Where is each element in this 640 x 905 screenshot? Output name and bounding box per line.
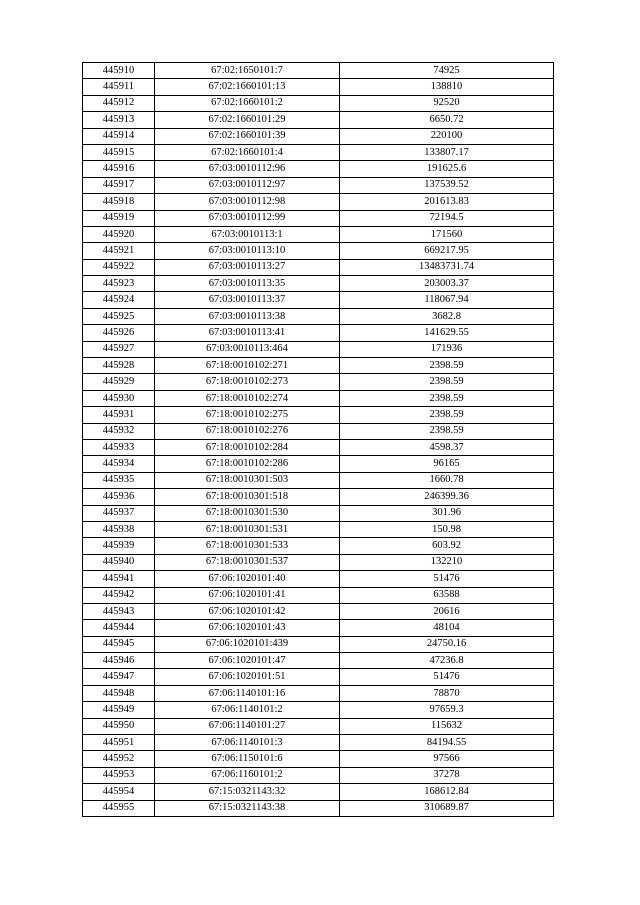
cadastral-number-cell: 67:06:1020101:40 [155,571,340,587]
row-number-cell: 445951 [83,735,155,751]
cadastral-number-cell: 67:18:0010301:537 [155,554,340,570]
cadastral-number-cell: 67:03:0010113:38 [155,308,340,324]
cadastral-number-cell: 67:02:1660101:13 [155,79,340,95]
value-cell: 138810 [340,79,554,95]
cadastral-number-cell: 67:03:0010112:99 [155,210,340,226]
row-number-cell: 445924 [83,292,155,308]
row-number-cell: 445955 [83,800,155,816]
table-row [83,358,554,374]
value-cell: 310689.87 [340,800,554,816]
table-row [83,177,554,193]
table-row [83,259,554,275]
row-number-cell: 445918 [83,194,155,210]
row-number-cell: 445942 [83,587,155,603]
cadastral-number-cell: 67:18:0010301:531 [155,521,340,537]
table-row [83,276,554,292]
value-cell: 1660.78 [340,472,554,488]
table-row [83,767,554,783]
table-row [83,456,554,472]
row-number-cell: 445943 [83,603,155,619]
row-number-cell: 445913 [83,112,155,128]
value-cell: 6650.72 [340,112,554,128]
cadastral-number-cell: 67:18:0010102:271 [155,358,340,374]
cadastral-number-cell: 67:03:0010113:1 [155,226,340,242]
cadastral-number-cell: 67:18:0010102:275 [155,407,340,423]
cadastral-number-cell: 67:03:0010113:35 [155,276,340,292]
cadastral-number-cell: 67:03:0010112:96 [155,161,340,177]
value-cell: 2398.59 [340,423,554,439]
cadastral-number-cell: 67:03:0010113:27 [155,259,340,275]
cadastral-number-cell: 67:06:1020101:43 [155,620,340,636]
row-number-cell: 445919 [83,210,155,226]
table-row [83,226,554,242]
table-row [83,325,554,341]
table-row [83,292,554,308]
row-number-cell: 445938 [83,521,155,537]
value-cell: 97659.3 [340,702,554,718]
cadastral-number-cell: 67:06:1160101:2 [155,767,340,783]
value-cell: 118067.94 [340,292,554,308]
table-row [83,751,554,767]
table-row [83,210,554,226]
table-row [83,63,554,79]
cadastral-number-cell: 67:06:1020101:439 [155,636,340,652]
value-cell: 2398.59 [340,407,554,423]
value-cell: 13483731.74 [340,259,554,275]
table-body [83,63,554,817]
row-number-cell: 445953 [83,767,155,783]
value-cell: 47236.8 [340,653,554,669]
value-cell: 669217.95 [340,243,554,259]
table-row [83,521,554,537]
table-row [83,472,554,488]
value-cell: 115632 [340,718,554,734]
value-cell: 78870 [340,685,554,701]
row-number-cell: 445933 [83,439,155,455]
table-row [83,341,554,357]
value-cell: 137539.52 [340,177,554,193]
value-cell: 84194.55 [340,735,554,751]
value-cell: 220100 [340,128,554,144]
cadastral-number-cell: 67:06:1020101:47 [155,653,340,669]
cadastral-number-cell: 67:18:0010102:284 [155,439,340,455]
cadastral-number-cell: 67:18:0010301:530 [155,505,340,521]
table-row [83,374,554,390]
table-row [83,538,554,554]
value-cell: 133807.17 [340,144,554,160]
value-cell: 246399.36 [340,489,554,505]
row-number-cell: 445941 [83,571,155,587]
table-row [83,718,554,734]
cadastral-number-cell: 67:18:0010102:274 [155,390,340,406]
table-row [83,571,554,587]
row-number-cell: 445927 [83,341,155,357]
cadastral-number-cell: 67:06:1140101:27 [155,718,340,734]
cadastral-value-table [82,62,554,817]
row-number-cell: 445925 [83,308,155,324]
cadastral-number-cell: 67:18:0010102:276 [155,423,340,439]
row-number-cell: 445930 [83,390,155,406]
table-row [83,603,554,619]
table-row [83,554,554,570]
row-number-cell: 445946 [83,653,155,669]
table-row [83,407,554,423]
value-cell: 37278 [340,767,554,783]
cadastral-number-cell: 67:18:0010301:533 [155,538,340,554]
table-row [83,685,554,701]
row-number-cell: 445911 [83,79,155,95]
row-number-cell: 445920 [83,226,155,242]
row-number-cell: 445937 [83,505,155,521]
table-row [83,669,554,685]
table-row [83,636,554,652]
cadastral-number-cell: 67:06:1020101:41 [155,587,340,603]
value-cell: 74925 [340,63,554,79]
value-cell: 2398.59 [340,374,554,390]
value-cell: 51476 [340,669,554,685]
row-number-cell: 445936 [83,489,155,505]
value-cell: 301.96 [340,505,554,521]
value-cell: 171936 [340,341,554,357]
value-cell: 168612.84 [340,784,554,800]
table-row [83,620,554,636]
table-row [83,243,554,259]
row-number-cell: 445931 [83,407,155,423]
row-number-cell: 445952 [83,751,155,767]
row-number-cell: 445954 [83,784,155,800]
row-number-cell: 445917 [83,177,155,193]
cadastral-number-cell: 67:02:1650101:7 [155,63,340,79]
value-cell: 141629.55 [340,325,554,341]
value-cell: 132210 [340,554,554,570]
table-row [83,702,554,718]
table-row [83,784,554,800]
cadastral-number-cell: 67:03:0010113:464 [155,341,340,357]
value-cell: 97566 [340,751,554,767]
table-row [83,79,554,95]
value-cell: 150.98 [340,521,554,537]
value-cell: 92520 [340,95,554,111]
row-number-cell: 445932 [83,423,155,439]
value-cell: 171560 [340,226,554,242]
cadastral-number-cell: 67:02:1660101:29 [155,112,340,128]
cadastral-number-cell: 67:06:1140101:16 [155,685,340,701]
cadastral-number-cell: 67:02:1660101:2 [155,95,340,111]
row-number-cell: 445948 [83,685,155,701]
value-cell: 48104 [340,620,554,636]
table-row [83,587,554,603]
value-cell: 2398.59 [340,358,554,374]
value-cell: 51476 [340,571,554,587]
table-row [83,800,554,816]
row-number-cell: 445934 [83,456,155,472]
cadastral-number-cell: 67:06:1150101:6 [155,751,340,767]
value-cell: 203003.37 [340,276,554,292]
table-row [83,308,554,324]
table-row [83,144,554,160]
cadastral-number-cell: 67:18:0010301:503 [155,472,340,488]
row-number-cell: 445935 [83,472,155,488]
value-cell: 72194.5 [340,210,554,226]
row-number-cell: 445939 [83,538,155,554]
value-cell: 603.92 [340,538,554,554]
cadastral-number-cell: 67:18:0010102:273 [155,374,340,390]
row-number-cell: 445921 [83,243,155,259]
table-row [83,489,554,505]
row-number-cell: 445923 [83,276,155,292]
value-cell: 4598.37 [340,439,554,455]
table-row [83,735,554,751]
row-number-cell: 445929 [83,374,155,390]
table-row [83,112,554,128]
table-row [83,194,554,210]
table-row [83,95,554,111]
row-number-cell: 445950 [83,718,155,734]
cadastral-number-cell: 67:02:1660101:4 [155,144,340,160]
row-number-cell: 445947 [83,669,155,685]
row-number-cell: 445940 [83,554,155,570]
cadastral-number-cell: 67:03:0010112:98 [155,194,340,210]
value-cell: 201613.83 [340,194,554,210]
row-number-cell: 445916 [83,161,155,177]
value-cell: 191625.6 [340,161,554,177]
table-row [83,161,554,177]
row-number-cell: 445944 [83,620,155,636]
row-number-cell: 445922 [83,259,155,275]
row-number-cell: 445910 [83,63,155,79]
cadastral-number-cell: 67:18:0010102:286 [155,456,340,472]
value-cell: 3682.8 [340,308,554,324]
table-row [83,439,554,455]
table-row [83,653,554,669]
value-cell: 96165 [340,456,554,472]
row-number-cell: 445928 [83,358,155,374]
cadastral-number-cell: 67:15:0321143:32 [155,784,340,800]
cadastral-number-cell: 67:06:1140101:3 [155,735,340,751]
cadastral-number-cell: 67:03:0010113:41 [155,325,340,341]
value-cell: 20616 [340,603,554,619]
cadastral-number-cell: 67:18:0010301:518 [155,489,340,505]
cadastral-number-cell: 67:03:0010112:97 [155,177,340,193]
cadastral-number-cell: 67:06:1020101:42 [155,603,340,619]
row-number-cell: 445912 [83,95,155,111]
table-row [83,423,554,439]
row-number-cell: 445949 [83,702,155,718]
row-number-cell: 445915 [83,144,155,160]
table-row [83,505,554,521]
cadastral-number-cell: 67:03:0010113:10 [155,243,340,259]
table-row [83,390,554,406]
row-number-cell: 445914 [83,128,155,144]
cadastral-number-cell: 67:02:1660101:39 [155,128,340,144]
table-row [83,128,554,144]
row-number-cell: 445945 [83,636,155,652]
value-cell: 24750.16 [340,636,554,652]
value-cell: 63588 [340,587,554,603]
cadastral-number-cell: 67:06:1020101:51 [155,669,340,685]
row-number-cell: 445926 [83,325,155,341]
cadastral-number-cell: 67:03:0010113:37 [155,292,340,308]
cadastral-number-cell: 67:06:1140101:2 [155,702,340,718]
value-cell: 2398.59 [340,390,554,406]
cadastral-number-cell: 67:15:0321143:38 [155,800,340,816]
